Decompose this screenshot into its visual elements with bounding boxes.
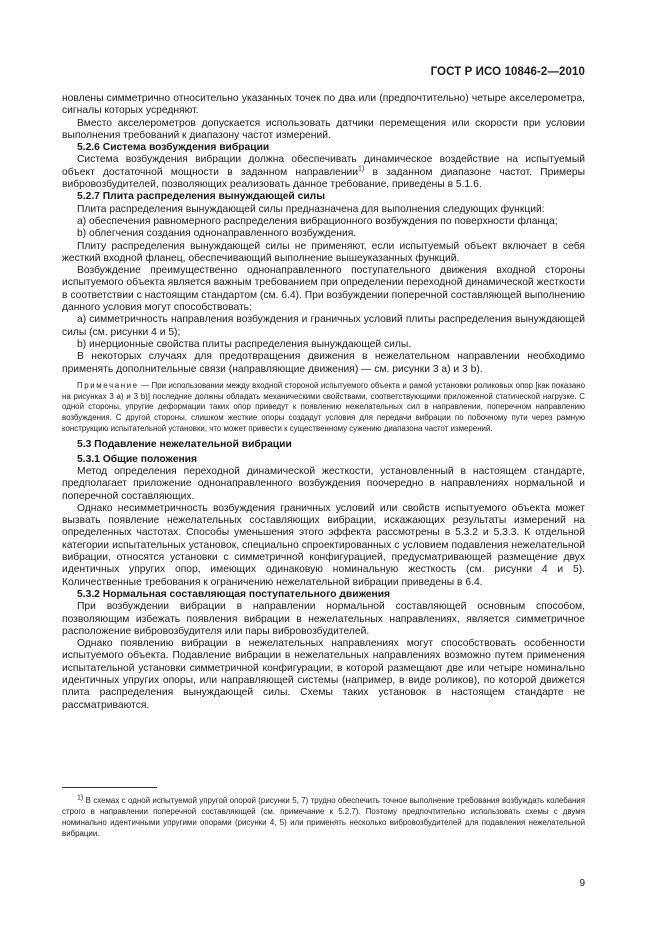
paragraph: При возбуждении вибрации в направлении нормальной составляющей основным способом, позволяющим избежать появления вибрации в нежелательных направлениях, является симметричное расположение вибровозбудителя или пары вибровозбудителей. — [62, 601, 585, 637]
page-body — [62, 93, 585, 712]
list-item: b) облегчения создания однонаправленного возбуждения. — [77, 228, 357, 240]
paragraph: Возбуждение преимущественно однонаправленного поступательного движения входной стороны испытуемого объекта является важным требованием при определении переходной динамической жесткости в соответствии с настоящим стандартом (см. 6.4). При возбуждении поперечной составляющей выполнению данного условия могут способствовать: — [62, 265, 585, 314]
section-heading-5-2-7: 5.2.7 Плита распределения вынуждающей силы — [77, 191, 326, 203]
paragraph: В некоторых случаях для предотвращения движения в нежелательном направлении необходимо применять дополнительные связи (направляющие движения) — см. рисунки 3 а) и 3 b). — [62, 351, 585, 375]
paragraph: Метод определения переходной динамической жесткости, установленный в настоящем стандарте, предполагает приложение однонаправленного возбуждения поочередно в направлениях нормальной и поперечной составляющих. — [62, 465, 585, 502]
section-heading-5-2-6: 5.2.6 Система возбуждения вибрации — [77, 142, 270, 154]
note-text: — При использовании между входной стороной испытуемого объекта и рамой установки роликовых опор [как показано на рисунках 3 а) и 3 b)] последние должны обладать механическими свойствами, соответствующими приложенной статической нагрузке. С одной стороны, упругие деформации таких опор приведут к появлению нежелательных сил в направлении, поперечном направлению возбуждения. С другой стороны, слишком жесткие опоры создадут условия для передачи вибрации по побочному пути через рамную конструкцию испытательной установки, что может привести к существенному сужению диапазона частот измерений. — [62, 380, 585, 433]
section-heading-5-3: 5.3 Подавление нежелательной вибрации — [77, 439, 292, 451]
standard-header: ГОСТ Р ИСО 10846-2—2010 — [430, 66, 585, 78]
paragraph-with-footnote-ref — [62, 154, 585, 191]
footnote-marker: 1) — [77, 794, 84, 802]
footnote-divider — [62, 787, 157, 788]
note — [62, 381, 585, 435]
paragraph: Плиту распределения вынуждающей силы не применяют, если испытуемый объект включает в себя жесткий входной фланец, обеспечивающий выполнение вышеуказанных функций. — [62, 240, 585, 264]
note-label: Примечание — [77, 380, 139, 390]
footnote — [62, 795, 585, 839]
section-heading-5-3-1: 5.3.1 Общие положения — [77, 453, 197, 465]
paragraph: Плита распределения вынуждающей силы предназначена для выполнения следующих функций: — [77, 203, 545, 215]
footnote-ref[interactable]: 1) — [358, 165, 365, 173]
paragraph-text: Система возбуждения вибрации должна обеспечивать динамическое воздействие на испытуемый объект достаточной мощности в заданном направлении — [62, 154, 585, 178]
paragraph-text: в заданном диапазоне частот. Примеры вибровозбудителей, позволяющих реализовать данное требование, приведены в 5.1.6. — [62, 166, 585, 191]
list-item: a) обеспечения равномерного распределения вибрационного возбуждения по поверхности фланца; — [77, 215, 558, 227]
section-heading-5-3-2: 5.3.2 Нормальная составляющая поступательного движения — [77, 588, 391, 600]
paragraph: Вместо акселерометров допускается использовать датчики перемещения или скорости при условии выполнения требований к диапазону частот измерений. — [62, 117, 585, 141]
page-number: 9 — [579, 878, 585, 889]
paragraph: новлены симметрично относительно указанных точек по два или (предпочтительно) четыре акселерометра, сигналы которых усредняют. — [62, 93, 585, 117]
list-item: b) инерционные свойства плиты распределения вынуждающей силы. — [77, 338, 412, 350]
footnote-text: В схемах с одной испытуемой упругой опорой (рисунки 5, 7) трудно обеспечить точное выполнение требования возбуждать колебания строго в направлении поперечной составляющей (см. примечание к 5.2.7). Поэтому предпочтительно использовать схемы с двумя номинально идентичными упругими опорами (рисунки 4, 5) или применять несколько вибровозбудителей для подавления нежелательной вибрации. — [62, 796, 585, 838]
list-item: a) симметричность направления возбуждения и граничных условий плиты распределения вынуждающей силы (см. рисунки 4 и 5); — [62, 314, 585, 338]
paragraph: Однако появлению вибрации в нежелательных направлениях могут способствовать особенности испытуемого объекта. Подавление вибрации в нежелательных направлениях возможно путем применения испытательной установки симметричной конфигурации, в которой размещают две или четыре номинально идентичных упругих опоры, или направляющей системы (например, в виде роликов), по которой движется плита распределения вынуждающей силы. Схемы таких установок в настоящем стандарте не рассматриваются. — [62, 638, 585, 711]
paragraph: Однако несимметричность возбуждения граничных условий или свойств испытуемого объекта может вызвать появление нежелательных составляющих вибрации, искажающих результаты измерений на определенных частотах. Способы уменьшения этого эффекта рассмотрены в 5.3.2 и 5.3.3. К отдельной категории испытательных установок, специально спроектированных с условием подавления нежелательной вибрации, относятся установки с симметричной конфигурацией, предусматривающей размещение двух идентичных упругих опор, имеющих одинаковую номинальную жесткость (см. рисунки 4 и 5). Количественные требования к ограничению нежелательной вибрации приведены в 6.4. — [62, 502, 585, 588]
